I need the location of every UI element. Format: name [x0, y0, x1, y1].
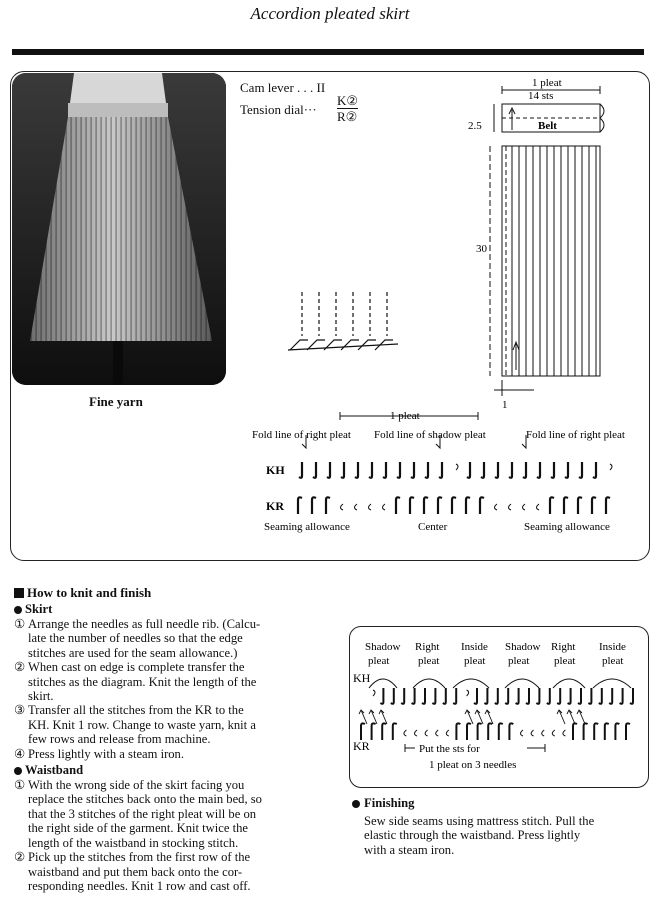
nd-kh-empty	[373, 690, 375, 696]
kr-needle-empty	[509, 504, 512, 510]
schematic-pleat-label: 1 pleat	[532, 77, 562, 89]
finishing-line: elastic through the waistband. Press lightly	[364, 828, 581, 843]
step-line: Transfer all the stitches from the KR to the	[28, 703, 244, 718]
nd-kr-empty	[404, 730, 407, 736]
transfer-arrow	[369, 710, 377, 724]
kh-needle-working	[327, 462, 330, 478]
nd-kh-needle	[557, 688, 560, 704]
kh-needle-working	[313, 462, 316, 478]
seaming-allowance-left: Seaming allowance	[264, 521, 350, 533]
step-line: With the wrong side of the skirt facing you	[28, 778, 245, 793]
instructions-heading: How to knit and finish	[27, 585, 152, 600]
step-text	[28, 850, 336, 893]
needle-arrangement-diagram	[349, 626, 649, 788]
kr-needle-working	[298, 497, 302, 514]
step-text	[28, 747, 336, 761]
transfer-arrow	[359, 710, 367, 724]
kr-needle-working	[578, 497, 582, 514]
nd-kh-needle	[474, 688, 477, 704]
kr-needle-working	[480, 497, 484, 514]
pleat-type-label: pleat	[508, 655, 530, 667]
kr-needle-working	[396, 497, 400, 514]
pleat-type-label: Right	[551, 641, 576, 653]
kr-needle-empty	[495, 504, 498, 510]
kh-needle-empty	[610, 464, 612, 470]
finishing-heading-row	[352, 796, 648, 811]
kh-needle-working	[537, 462, 540, 478]
kh-label: KH	[266, 463, 285, 477]
kh-needle-working	[439, 462, 442, 478]
step-line: waistband and put them back onto the cor-	[28, 864, 243, 879]
cast-on-yarn	[288, 344, 398, 350]
step-line: When cast on edge is complete transfer the	[28, 660, 245, 675]
kr-needle-working	[466, 497, 470, 514]
nd-kh-needle	[484, 688, 487, 704]
step-text	[28, 617, 336, 660]
kr-needle-working	[564, 497, 568, 514]
step-line: Arrange the needles as full needle rib. (Calcu-	[28, 617, 261, 631]
kr-needle-working	[438, 497, 442, 514]
kh-needle-empty	[456, 464, 458, 470]
nd-kr-empty	[415, 730, 418, 736]
step-line: skirt.	[28, 689, 54, 704]
nd-kh-needle	[505, 688, 508, 704]
nd-kr-empty	[542, 730, 545, 736]
step-line: Pick up the stitches from the first row of the	[28, 850, 251, 865]
kh-needle-working	[551, 462, 554, 478]
transfer-arrow	[379, 710, 387, 724]
nd-kh-needle	[432, 688, 435, 704]
nd-kr-needle	[573, 723, 577, 740]
kh-needle-working	[369, 462, 372, 478]
nd-kr-needle	[594, 723, 598, 740]
kr-needle-empty	[355, 504, 358, 510]
tension-kh-value: K②	[337, 93, 359, 108]
nd-kh-needle	[526, 688, 529, 704]
kr-needle-empty	[383, 504, 386, 510]
transfer-arc	[369, 679, 397, 688]
transfer-arc	[413, 679, 445, 688]
kh-needle-working	[411, 462, 414, 478]
kh-needle-working	[355, 462, 358, 478]
nd-kr-needle	[382, 723, 386, 740]
nd-kh-needle	[568, 688, 571, 704]
square-bullet-icon	[14, 588, 24, 598]
nd-kr-needle	[467, 723, 471, 740]
nd-kh-needle	[547, 688, 550, 704]
pleat-type-label: pleat	[554, 655, 576, 667]
nd-kr-needle	[456, 723, 460, 740]
put-sts-line1: Put the sts for	[419, 743, 480, 755]
nd-kh-needle	[536, 688, 539, 704]
step-line: the right side of the garment. Knit twice the	[28, 821, 248, 836]
skirt-steps	[14, 617, 336, 761]
kr-needle-empty	[537, 504, 540, 510]
kh-needle-working	[467, 462, 470, 478]
tension-kr-value: R②	[337, 109, 358, 124]
pleat-type-label: Shadow	[505, 641, 541, 653]
nd-kh-needle	[443, 688, 446, 704]
step-number: ②	[14, 850, 26, 865]
waistband-heading-row	[14, 763, 336, 778]
kh-needle-working	[341, 462, 344, 478]
kh-needle-working	[481, 462, 484, 478]
pleat-type-label: pleat	[464, 655, 486, 667]
nd-kh-needle	[630, 688, 633, 704]
step-line: length of the waistband in stocking stitch.	[28, 835, 239, 850]
schematic-sts-label: 14 sts	[528, 90, 554, 102]
transfer-arrow	[475, 710, 483, 724]
transfer-arrow	[557, 710, 565, 724]
pleat-type-label: pleat	[418, 655, 440, 667]
transfer-arc	[505, 679, 539, 688]
nd-kh-needle	[620, 688, 623, 704]
kr-needle-empty	[341, 504, 344, 510]
kr-needle-empty	[523, 504, 526, 510]
step-line: that the 3 stitches of the right pleat will be on	[28, 806, 257, 821]
waistband-step	[14, 850, 336, 893]
belt-height-label: 2.5	[468, 120, 482, 132]
transfer-arrow	[577, 710, 585, 724]
nd-kh-needle	[453, 688, 456, 704]
finishing-line: with a steam iron.	[364, 842, 455, 857]
nd-kh-needle	[578, 688, 581, 704]
step-text	[28, 778, 336, 850]
nd-kr-needle	[361, 723, 365, 740]
transfer-arrow	[485, 710, 493, 724]
step-line: KH. Knit 1 row. Change to waste yarn, knit a	[28, 717, 256, 732]
kh-needle-working	[593, 462, 596, 478]
step-line: replace the stitches back onto the main bed, so	[28, 792, 262, 807]
instructions-section	[14, 585, 336, 893]
skirt-step	[14, 703, 336, 746]
pleat-type-label: Inside	[461, 641, 488, 653]
nd-kh-needle	[412, 688, 415, 704]
cast-on-diagram	[280, 284, 410, 356]
step-line: few rows and release from machine.	[28, 732, 211, 747]
tension-dial-label: Tension dial···	[240, 102, 317, 117]
finishing-heading: Finishing	[364, 796, 415, 810]
nd-kh-needle	[422, 688, 425, 704]
fold-line-right-left: Fold line of right pleat	[252, 429, 351, 441]
cast-on-loop	[341, 340, 359, 350]
transfer-arrow	[567, 710, 575, 724]
nd-kr-empty	[531, 730, 534, 736]
pleat-type-label: pleat	[368, 655, 390, 667]
nd-kr-needle	[393, 723, 397, 740]
finishing-text	[352, 814, 648, 857]
nd-kr-empty	[563, 730, 566, 736]
finishing-section	[352, 796, 648, 857]
step-text	[28, 703, 336, 746]
seaming-allowance-right: Seaming allowance	[524, 521, 610, 533]
kr-needle-working	[424, 497, 428, 514]
step-number: ①	[14, 617, 26, 631]
kh-needle-working	[299, 462, 302, 478]
transfer-arc	[593, 679, 631, 688]
transfer-arc	[553, 679, 585, 688]
dot-bullet-icon	[352, 800, 360, 808]
step-number: ③	[14, 703, 26, 718]
skirt-heading-row	[14, 602, 336, 617]
step-line: stitches are used for the seam allowance.)	[28, 645, 238, 660]
step-number: ②	[14, 660, 26, 675]
skirt-photo	[12, 73, 226, 385]
title-rule	[12, 49, 644, 55]
kh-needle-working	[383, 462, 386, 478]
kh-needle-working	[425, 462, 428, 478]
skirt-step	[14, 617, 336, 660]
cast-on-loop	[324, 340, 342, 350]
kh-needle-working	[565, 462, 568, 478]
nd-kr-needle	[488, 723, 492, 740]
nd-kr-needle	[372, 723, 376, 740]
nd-kh-needle	[380, 688, 383, 704]
nd-kr-needle	[478, 723, 482, 740]
nd-kh-needle	[609, 688, 612, 704]
kh-needle-working	[523, 462, 526, 478]
nd-kr-needle	[499, 723, 503, 740]
instructions-heading-row	[14, 585, 336, 601]
step-text	[28, 660, 336, 703]
fold-line-right-right: Fold line of right pleat	[526, 429, 625, 441]
center-label: Center	[418, 521, 448, 533]
belt-label: Belt	[538, 120, 557, 132]
nd-kr-needle	[509, 723, 513, 740]
waistband-step	[14, 778, 336, 850]
skirt-step	[14, 747, 336, 761]
skirt-heading: Skirt	[25, 602, 53, 616]
step-number: ④	[14, 746, 26, 761]
nd-kr-empty	[552, 730, 555, 736]
kr-needle-working	[312, 497, 316, 514]
nd-kh-needle	[495, 688, 498, 704]
skirt-schematic	[460, 74, 620, 414]
nd-kr-empty	[436, 730, 439, 736]
put-sts-line2: 1 pleat on 3 needles	[429, 759, 517, 771]
dot-bullet-icon	[14, 606, 22, 614]
nd-kh-empty	[467, 690, 469, 696]
photo-caption: Fine yarn	[89, 394, 143, 409]
step-line: stitches as the diagram. Knit the length of the	[28, 674, 257, 689]
kr-needle-working	[326, 497, 330, 514]
nd-kr-needle	[605, 723, 609, 740]
transfer-arc	[453, 679, 489, 688]
pleat-span-label: 1 pleat	[390, 410, 420, 422]
skirt-step	[14, 660, 336, 703]
waistband-heading: Waistband	[25, 763, 84, 778]
nd-kr-empty	[521, 730, 524, 736]
kr-needle-working	[452, 497, 456, 514]
kh-needle-working	[495, 462, 498, 478]
step-line: responding needles. Knit 1 row and cast off.	[28, 878, 251, 893]
nd-kh-label: KH	[353, 671, 371, 685]
nd-kh-needle	[391, 688, 394, 704]
kh-needle-working	[579, 462, 582, 478]
step-line: Press lightly with a steam iron.	[28, 746, 185, 761]
kh-needle-working	[397, 462, 400, 478]
skirt-length-label: 30	[476, 243, 487, 255]
finishing-line: Sew side seams using mattress stitch. Pull the	[364, 814, 595, 828]
dot-bullet-icon	[14, 767, 22, 775]
cam-lever-setting: Cam lever . . . II	[240, 80, 326, 95]
nd-kr-empty	[446, 730, 449, 736]
kr-label: KR	[266, 499, 284, 513]
kh-needle-working	[509, 462, 512, 478]
kr-needle-working	[550, 497, 554, 514]
step-line: late the number of needles so that the edge	[28, 631, 243, 646]
nd-kr-needle	[584, 723, 588, 740]
page-title: Accordion pleated skirt	[250, 4, 410, 23]
pleat-type-label: pleat	[602, 655, 624, 667]
kr-needle-working	[410, 497, 414, 514]
step-number: ①	[14, 778, 26, 793]
skirt-illustration	[12, 73, 226, 385]
nd-kh-needle	[401, 688, 404, 704]
seam-width-label: 1	[502, 399, 508, 411]
nd-kh-needle	[516, 688, 519, 704]
pleat-type-label: Inside	[599, 641, 626, 653]
nd-kr-label: KR	[353, 739, 370, 753]
nd-kh-needle	[599, 688, 602, 704]
waistband-steps	[14, 778, 336, 893]
nd-kr-needle	[615, 723, 619, 740]
fold-line-shadow: Fold line of shadow pleat	[374, 429, 486, 441]
kr-needle-empty	[369, 504, 372, 510]
transfer-arrow	[465, 710, 473, 724]
pleat-needle-diagram	[250, 406, 650, 536]
nd-kr-empty	[425, 730, 428, 736]
kr-needle-working	[606, 497, 610, 514]
pleat-type-label: Shadow	[365, 641, 401, 653]
nd-kh-needle	[588, 688, 591, 704]
pleat-type-label: Right	[415, 641, 440, 653]
nd-kr-needle	[626, 723, 630, 740]
kr-needle-working	[592, 497, 596, 514]
